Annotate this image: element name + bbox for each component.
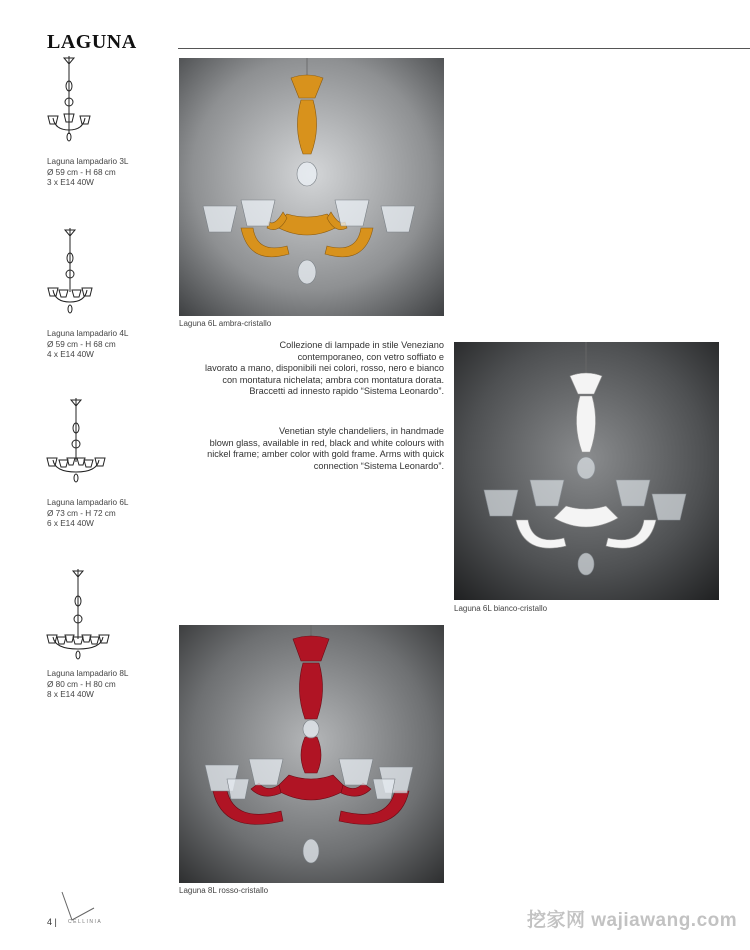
page-title: LAGUNA: [47, 31, 137, 53]
spec-dims: Ø 73 cm - H 72 cm: [47, 508, 116, 518]
spec-dims: Ø 59 cm - H 68 cm: [47, 167, 116, 177]
spec-bulbs: 4 x E14 40W: [47, 350, 94, 359]
spec-3l: [47, 157, 128, 189]
header-rule: [178, 48, 750, 49]
spec-bulbs: 8 x E14 40W: [47, 690, 94, 699]
caption-amber: Laguna 6L ambra-cristallo: [179, 319, 272, 328]
spec-bulbs: 3 x E14 40W: [47, 178, 94, 187]
chandelier-8l-sketch-icon: [45, 569, 111, 661]
desc-line: connection “Sistema Leonardo”.: [313, 460, 444, 471]
spec-bulbs: 6 x E14 40W: [47, 519, 94, 528]
brand-logo-text: CELLINIA: [68, 919, 103, 925]
chandelier-3l-sketch-icon: [45, 56, 93, 142]
caption-red: Laguna 8L rosso-cristallo: [179, 886, 269, 895]
description-italian: [178, 340, 444, 398]
photo-amber-chandelier: [179, 58, 444, 316]
page-number-value: 4: [47, 917, 53, 927]
desc-line: contemporaneo, con vetro soffiato e: [297, 351, 444, 362]
spec-8l: [47, 669, 128, 701]
spec-4l: [47, 329, 128, 361]
desc-line: lavorato a mano, disponibili nei colori, rosso, nero e bianco: [204, 363, 444, 374]
spec-6l: [47, 498, 128, 530]
desc-line: Braccetti ad innesto rapido “Sistema Leonardo”.: [249, 386, 444, 397]
desc-line: con montatura nichelata; ambra con montatura dorata.: [222, 374, 444, 385]
photo-white-chandelier: [454, 342, 719, 600]
page-number: 4 |: [47, 917, 57, 927]
watermark: 挖家网 wajiawang.com: [527, 910, 738, 931]
description-english: [178, 426, 444, 472]
desc-line: Venetian style chandeliers, in handmade: [279, 426, 444, 436]
spec-name: Laguna lampadario 3L: [47, 157, 129, 166]
desc-line: Collezione di lampade in stile Veneziano: [279, 340, 444, 350]
photo-red-chandelier: [179, 625, 444, 883]
spec-name: Laguna lampadario 4L: [47, 329, 129, 338]
spec-dims: Ø 59 cm - H 68 cm: [47, 339, 116, 349]
spec-dims: Ø 80 cm - H 80 cm: [47, 679, 116, 689]
desc-line: blown glass, available in red, black and white colours with: [209, 437, 444, 448]
spec-name: Laguna lampadario 6L: [47, 498, 129, 507]
chandelier-4l-sketch-icon: [45, 228, 95, 314]
chandelier-6l-sketch-icon: [45, 398, 107, 484]
spec-name: Laguna lampadario 8L: [47, 669, 129, 678]
caption-white: Laguna 6L bianco-cristallo: [454, 604, 548, 613]
desc-line: nickel frame; amber color with gold frame. Arms with quick: [207, 449, 444, 460]
